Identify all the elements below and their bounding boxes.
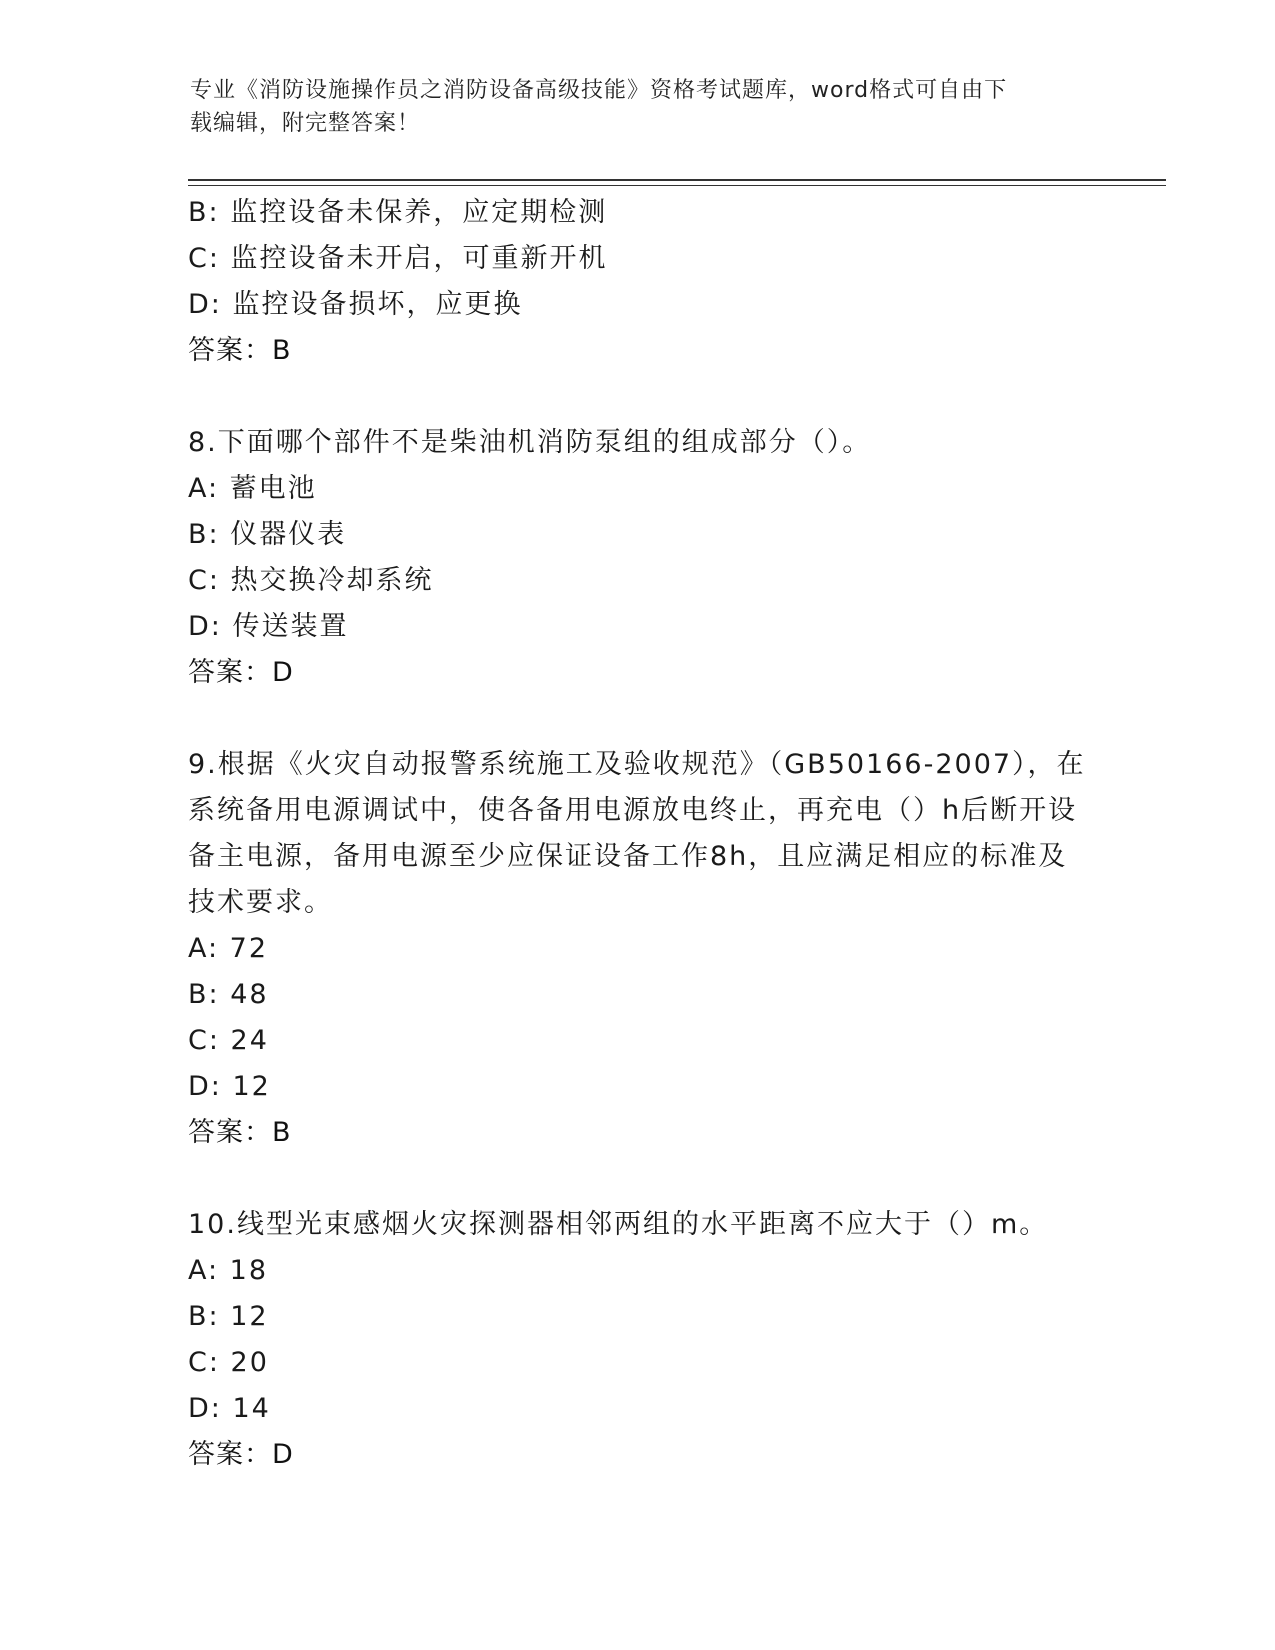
- document-header: [190, 74, 1090, 140]
- option-c: C: 监控设备未开启，可重新开机: [188, 243, 608, 274]
- option-b: B: 监控设备未保养，应定期检测: [188, 197, 608, 228]
- spacer: [188, 1156, 1088, 1202]
- question-stem: 8.下面哪个部件不是柴油机消防泵组的组成部分（）。: [188, 427, 872, 458]
- option-d: D: 监控设备损坏，应更换: [188, 289, 523, 320]
- option-d: D: 传送装置: [188, 611, 349, 642]
- answer-line: 答案：D: [188, 1439, 294, 1470]
- question-block-prev: [188, 190, 1088, 374]
- option-c: C: 热交换冷却系统: [188, 565, 434, 596]
- header-divider-thick: [188, 179, 1166, 181]
- option-a: A: 72: [188, 933, 269, 964]
- question-block-8: [188, 420, 1088, 696]
- header-line-1: 专业《消防设施操作员之消防设备高级技能》资格考试题库，word格式可自由下: [190, 78, 1008, 103]
- option-b: B: 仪器仪表: [188, 519, 347, 550]
- option-a: A: 蓄电池: [188, 473, 317, 504]
- question-stem-line-1: 9.根据《火灾自动报警系统施工及验收规范》（GB50166-2007），在: [188, 749, 1086, 780]
- header-line-2: 载编辑，附完整答案！: [190, 111, 421, 136]
- spacer: [188, 696, 1088, 742]
- option-b: B: 12: [188, 1301, 269, 1332]
- question-stem-line-3: 备主电源，备用电源至少应保证设备工作8h，且应满足相应的标准及: [188, 841, 1068, 872]
- answer-line: 答案：D: [188, 657, 294, 688]
- header-divider-thin: [188, 185, 1166, 186]
- question-stem: 10.线型光束感烟火灾探测器相邻两组的水平距离不应大于（）m。: [188, 1209, 1049, 1240]
- option-c: C: 20: [188, 1347, 269, 1378]
- question-block-9: [188, 742, 1088, 1156]
- option-b: B: 48: [188, 979, 269, 1010]
- question-stem-line-2: 系统备用电源调试中，使各备用电源放电终止，再充电（）h后断开设: [188, 795, 1078, 826]
- option-d: D: 12: [188, 1071, 271, 1102]
- option-a: A: 18: [188, 1255, 269, 1286]
- spacer: [188, 374, 1088, 420]
- question-stem-line-4: 技术要求。: [188, 887, 333, 918]
- question-list: [188, 190, 1088, 1478]
- question-block-10: [188, 1202, 1088, 1478]
- option-c: C: 24: [188, 1025, 269, 1056]
- answer-line: 答案：B: [188, 1117, 292, 1148]
- answer-line: 答案：B: [188, 335, 292, 366]
- option-d: D: 14: [188, 1393, 271, 1424]
